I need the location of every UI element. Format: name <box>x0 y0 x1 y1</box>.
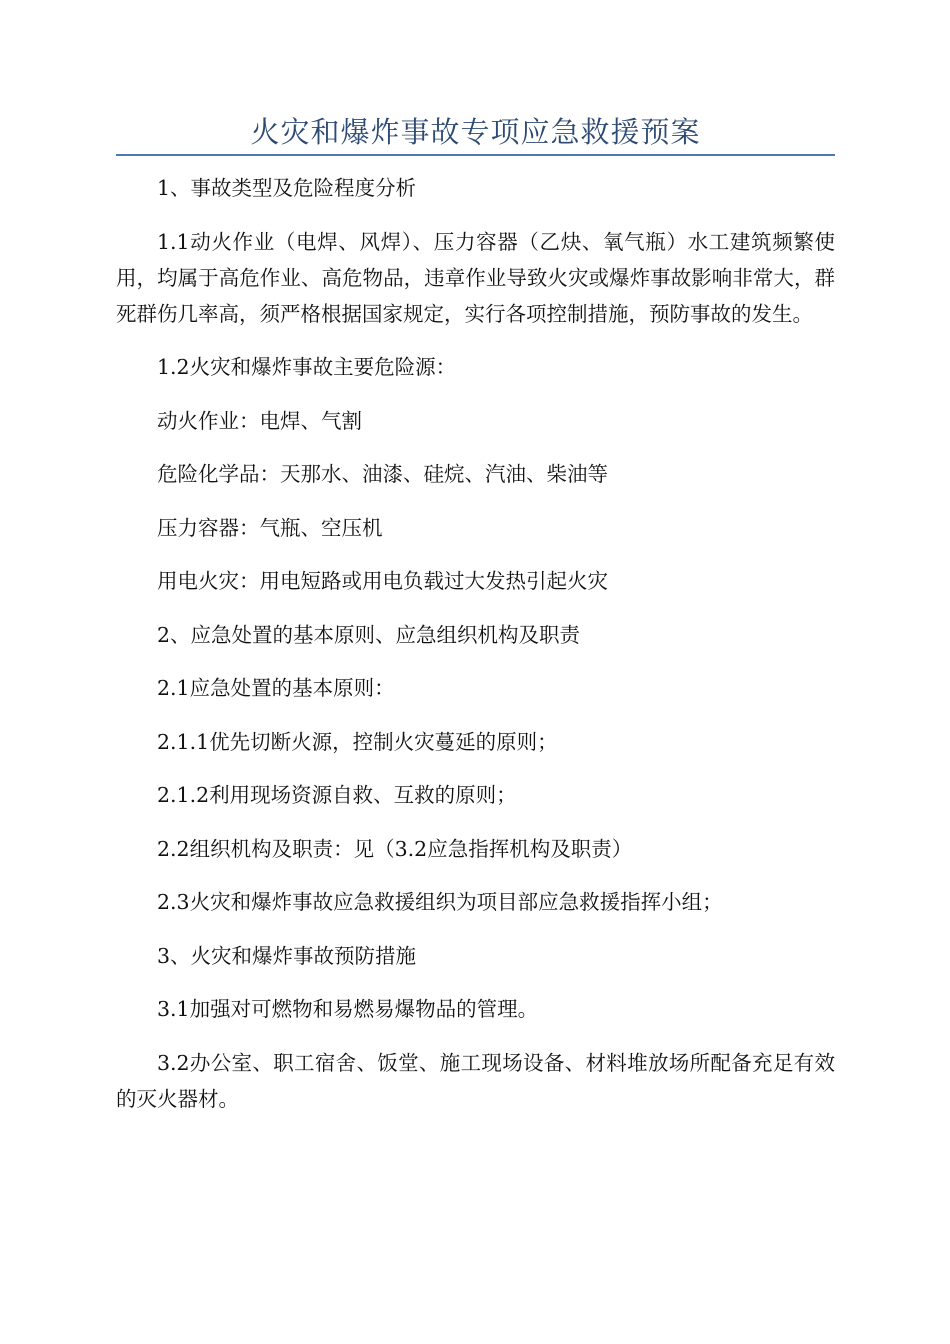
paragraph-2-3: 2.3火灾和爆炸事故应急救援组织为项目部应急救援指挥小组； <box>157 890 723 914</box>
hazard-item-chemicals: 危险化学品：天那水、油漆、硅烷、汽油、柴油等 <box>157 462 608 486</box>
paragraph-2-1: 2.1应急处置的基本原则： <box>157 676 395 700</box>
document-body <box>116 170 835 1134</box>
paragraph-1-2: 1.2火灾和爆炸事故主要危险源： <box>157 355 457 379</box>
section-heading-2: 2、应急处置的基本原则、应急组织机构及职责 <box>157 622 581 647</box>
paragraph-1-1: 1.1动火作业（电焊、风焊）、压力容器（乙炔、氧气瓶）水工建筑频繁使用，均属于高危作业、高危物品，违章作业导致火灾或爆炸事故影响非常大，群死群伤几率高，须严格根据国家规定，实行各项控制措施，预防事故的发生。 <box>116 229 835 326</box>
paragraph-2-1-1: 2.1.1优先切断火源，控制火灾蔓延的原则； <box>157 729 558 754</box>
paragraph-3-2: 3.2办公室、职工宿舍、饭堂、施工现场设备、材料堆放场所配备充足有效的灭火器材。 <box>116 1050 835 1111</box>
document-title: 火灾和爆炸事故专项应急救援预案 <box>250 115 701 149</box>
paragraph-3-1: 3.1加强对可燃物和易燃易爆物品的管理。 <box>157 997 539 1021</box>
hazard-item-electrical-fire: 用电火灾：用电短路或用电负载过大发热引起火灾 <box>157 569 608 593</box>
hazard-item-pressure-vessels: 压力容器：气瓶、空压机 <box>157 515 383 540</box>
hazard-item-hot-work: 动火作业：电焊、气割 <box>157 408 362 433</box>
title-underline <box>116 154 835 156</box>
section-heading-1: 1、事故类型及危险程度分析 <box>157 176 417 200</box>
paragraph-2-2: 2.2组织机构及职责：见（3.2应急指挥机构及职责） <box>157 836 633 861</box>
section-heading-3: 3、火灾和爆炸事故预防措施 <box>157 943 417 968</box>
paragraph-2-1-2: 2.1.2利用现场资源自救、互救的原则； <box>157 783 517 807</box>
